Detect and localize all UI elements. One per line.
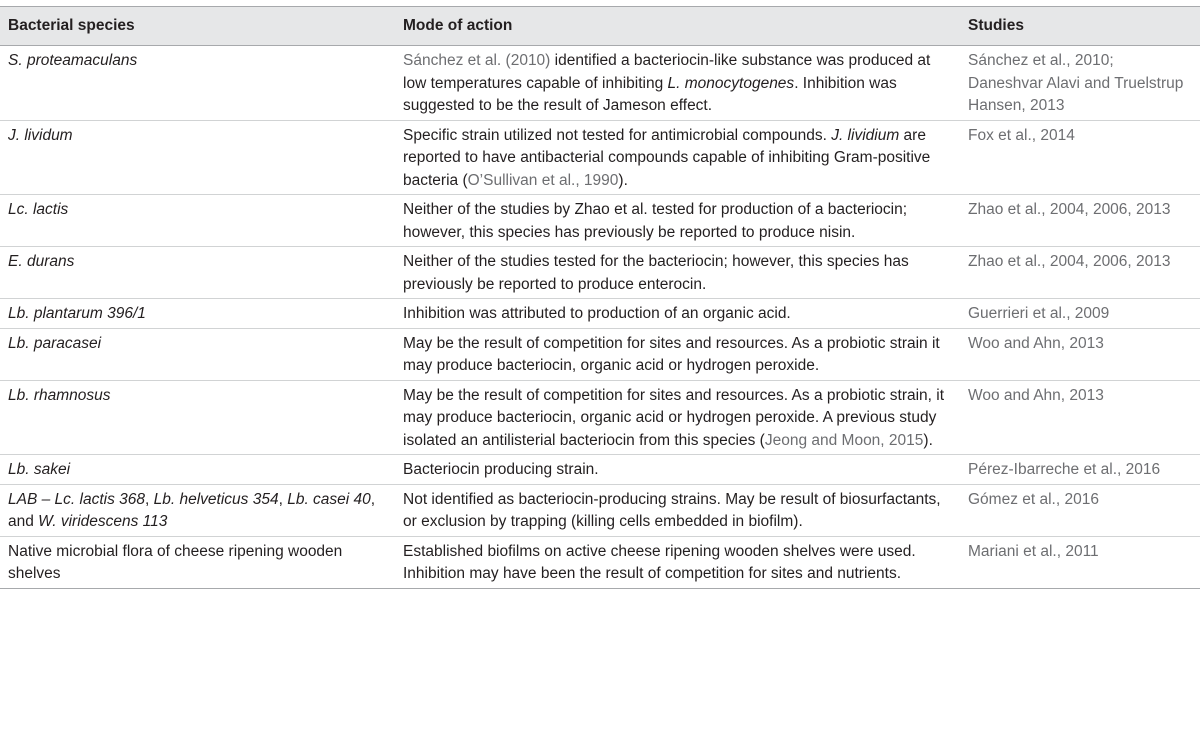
table-row	[0, 120, 1200, 195]
cell-studies: Sánchez et al., 2010; Daneshvar Alavi and Truelstrup Hansen, 2013	[960, 46, 1200, 121]
cell-mode-of-action	[395, 380, 960, 455]
species-text: E. durans	[8, 253, 75, 270]
mode-text: . Inhibition was suggested to be the result of Jameson effect.	[403, 74, 897, 114]
cell-studies: Guerrieri et al., 2009	[960, 299, 1200, 329]
species-text: Lb. rhamnosus	[8, 386, 111, 404]
cell-species	[0, 46, 395, 121]
header-species: Bacterial species	[0, 7, 395, 46]
cell-mode-of-action	[395, 328, 960, 380]
table-row	[0, 536, 1200, 588]
mode-text: May be the result of competition for sites and resources. As a probiotic strain it may produce bacteriocin, organic acid or hydrogen peroxide.	[403, 334, 940, 374]
mode-text: J. lividium	[831, 126, 900, 144]
cell-species	[0, 247, 395, 299]
cell-mode-of-action	[395, 195, 960, 247]
header-row	[0, 7, 1200, 46]
cell-studies: Mariani et al., 2011	[960, 536, 1200, 588]
table-row	[0, 455, 1200, 485]
table-row	[0, 380, 1200, 455]
cell-species	[0, 455, 395, 485]
species-text: Lb. helveticus 354	[153, 490, 279, 508]
cell-studies: Zhao et al., 2004, 2006, 2013	[960, 195, 1200, 247]
mode-text: identified a bacteriocin-like substance was produced at low temperatures capable of inhibiting	[403, 52, 931, 92]
cell-mode-of-action	[395, 536, 960, 588]
mode-text: Not identified as bacteriocin-producing strains. May be result of biosurfactants, or exclusion by trapping (killing cells embedded in biofilm).	[403, 490, 941, 530]
species-text: LAB – Lc. lactis 368	[8, 490, 145, 508]
cell-mode-of-action	[395, 484, 960, 536]
cell-species	[0, 195, 395, 247]
cell-species	[0, 328, 395, 380]
header-studies: Studies	[960, 7, 1200, 46]
mode-text: ).	[923, 431, 933, 449]
cell-species	[0, 299, 395, 329]
species-text: ,	[278, 490, 288, 508]
cell-species	[0, 536, 395, 588]
species-text: , and	[8, 490, 376, 530]
cell-studies: Zhao et al., 2004, 2006, 2013	[960, 247, 1200, 299]
mode-text: Bacteriocin producing strain.	[403, 461, 599, 478]
citation-link: Jeong and Moon, 2015	[764, 431, 924, 449]
cell-mode-of-action	[395, 247, 960, 299]
cell-studies: Gómez et al., 2016	[960, 484, 1200, 536]
table-body	[0, 46, 1200, 589]
cell-mode-of-action	[395, 455, 960, 485]
species-text: Lc. lactis	[8, 201, 69, 218]
header-mode-of-action: Mode of action	[395, 7, 960, 46]
mode-text: Specific strain utilized not tested for antimicrobial compounds.	[403, 126, 832, 144]
species-text: S. proteamaculans	[8, 52, 138, 69]
table-row	[0, 195, 1200, 247]
table-row	[0, 484, 1200, 536]
species-text: Lb. casei 40	[287, 490, 371, 508]
species-text: Lb. plantarum 396/1	[8, 305, 146, 322]
table-row	[0, 328, 1200, 380]
citation-link: O’Sullivan et al., 1990	[467, 171, 619, 189]
species-mode-of-action-table	[0, 6, 1200, 589]
cell-species	[0, 120, 395, 195]
table-row	[0, 299, 1200, 329]
cell-studies: Woo and Ahn, 2013	[960, 328, 1200, 380]
citation-link: Sánchez et al. (2010)	[403, 52, 551, 69]
cell-studies: Fox et al., 2014	[960, 120, 1200, 195]
mode-text: L. monocytogenes	[667, 74, 795, 92]
cell-mode-of-action	[395, 299, 960, 329]
cell-mode-of-action	[395, 46, 960, 121]
species-text: ,	[145, 490, 154, 508]
cell-studies: Woo and Ahn, 2013	[960, 380, 1200, 455]
species-text: Lb. paracasei	[8, 334, 102, 352]
table-row	[0, 247, 1200, 299]
species-text: Lb. sakei	[8, 461, 71, 478]
species-text: W. viridescens 113	[38, 513, 168, 530]
cell-studies: Pérez-Ibarreche et al., 2016	[960, 455, 1200, 485]
mode-text: are reported to have antibacterial compounds capable of inhibiting Gram-positive bacteria (	[403, 126, 931, 189]
mode-text: May be the result of competition for sites and resources. As a probiotic strain, it may produce bacteriocin, organic acid or hydrogen peroxide. A previous study isolated an antilisterial bacteriocin from this species (	[403, 386, 945, 449]
cell-species	[0, 484, 395, 536]
mode-text: Established biofilms on active cheese ripening wooden shelves were used. Inhibition may have been the result of competition for sites and nutrients.	[403, 542, 916, 582]
table-row	[0, 46, 1200, 121]
cell-mode-of-action	[395, 120, 960, 195]
mode-text: Neither of the studies by Zhao et al. tested for production of a bacteriocin; however, this species has previously be reported to produce nisin.	[403, 201, 908, 241]
mode-text: Inhibition was attributed to production of an organic acid.	[403, 305, 791, 322]
mode-text: Neither of the studies tested for the bacteriocin; however, this species has previously be reported to produce enterocin.	[403, 253, 909, 293]
cell-species	[0, 380, 395, 455]
mode-text: ).	[618, 171, 628, 189]
species-text: J. lividum	[8, 126, 73, 144]
species-text: Native microbial flora of cheese ripening wooden shelves	[8, 542, 343, 582]
